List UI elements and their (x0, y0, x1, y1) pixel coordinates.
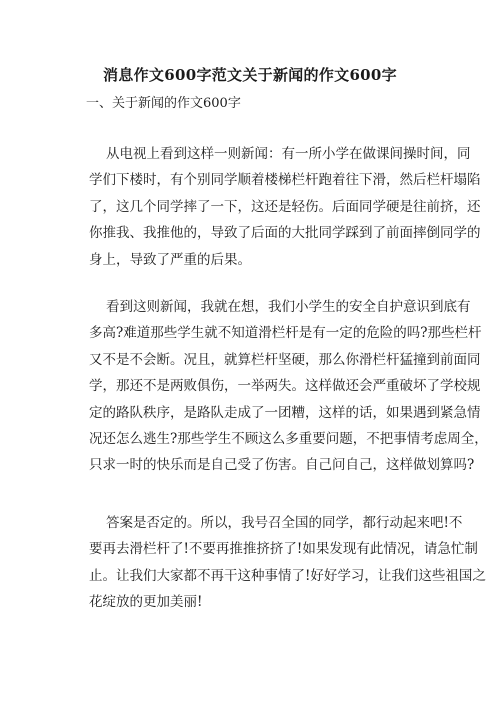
paragraph-line: 了，这几个同学摔了一下，这还是轻伤。后面同学硬是往前挤，还 (89, 198, 481, 215)
paragraph-line: 定的路队秩序，是路队走成了一团糟，这样的话，如果遇到紧急情 (89, 404, 481, 421)
paragraph-line: 看到这则新闻，我就在想，我们小学生的安全自护意识到底有 (106, 299, 471, 315)
paragraph-line: 况还怎么逃生?那些学生不顾这么多重要问题，不把事情考虑周全， (89, 431, 488, 448)
paragraph-line: 你推我、我推他的，导致了后面的大批同学踩到了前面摔倒同学的 (89, 225, 481, 242)
paragraph-line: 又不是不会断。况且，就算栏杆坚硬，那么你滑栏杆猛撞到前面同 (89, 351, 481, 368)
paragraph-line: 多高?难道那些学生就不知道滑栏杆是有一定的危险的吗?那些栏杆 (89, 325, 482, 342)
document-title: 消息作文600字范文关于新闻的作文600字 (103, 66, 397, 84)
paragraph-3 (89, 510, 486, 616)
paragraph-line: 花绽放的更加美丽! (89, 594, 203, 611)
paragraph-line: 从电视上看到这样一则新闻：有一所小学在做课间操时间，同 (106, 146, 471, 162)
paragraph-line: 止。让我们大家都不再干这种事情了!好好学习，让我们这些祖国之 (89, 567, 486, 584)
paragraph-line: 身上，导致了严重的后果。 (89, 251, 251, 268)
section-heading: 一、关于新闻的作文600字 (86, 96, 241, 111)
paragraph-line: 学，那还不是两败俱伤，一举两失。这样做还会严重破坏了学校规 (89, 378, 481, 395)
paragraph-line: 学们下楼时，有个别同学顺着楼梯栏杆跑着往下滑，然后栏杆塌陷 (89, 172, 481, 189)
paragraph-2 (89, 294, 488, 479)
paragraph-line: 答案是否定的。所以，我号召全国的同学，都行动起来吧!不 (106, 515, 463, 531)
paragraph-line: 要再去滑栏杆了!不要再推推挤挤了!如果发现有此情况，请急忙制 (89, 541, 478, 558)
paragraph-1 (89, 141, 481, 273)
paragraph-line: 只求一时的快乐而是自己受了伤害。自己问自己，这样做划算吗? (89, 457, 475, 474)
